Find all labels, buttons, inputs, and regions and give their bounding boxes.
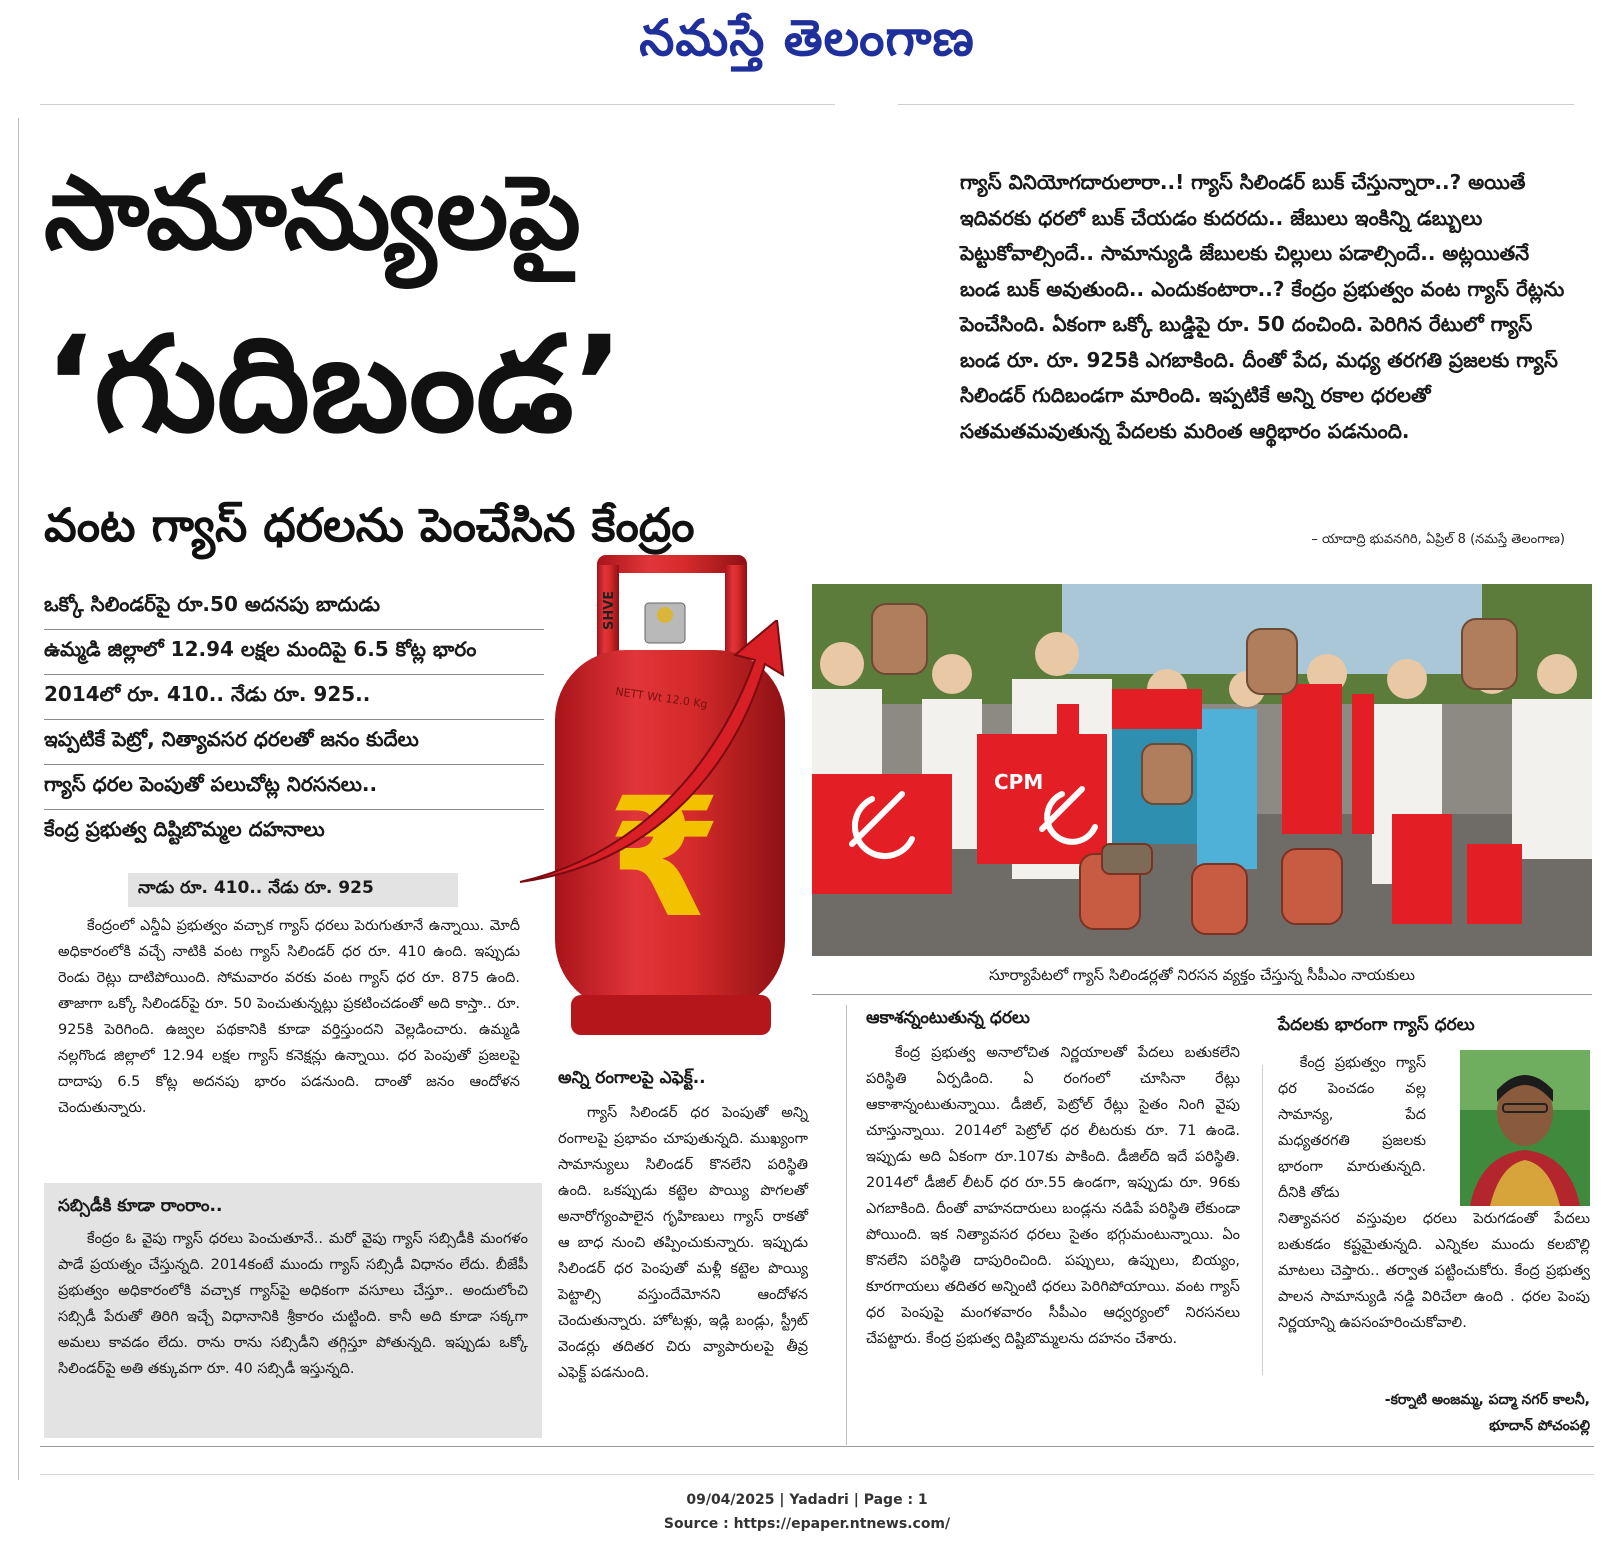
reader-portrait xyxy=(1460,1050,1590,1206)
headline-line2-text: గుదిబండ xyxy=(94,308,574,462)
bullet-item: ఒక్కో సిలిండర్‌పై రూ.50 అదనపు బాదుడు xyxy=(44,585,544,630)
dateline: – యాదాద్రి భువనగిరి, ఏప్రిల్ 8 (నమస్తే తెలంగాణ) xyxy=(1311,532,1565,547)
article-prices-text: కేంద్ర ప్రభుత్వ అనాలోచిత నిర్ణయాలతో పేదలు బతుకలేని పరిస్థితి ఏర్పడింది. ఏ రంగంలో చూసినా రేట్లు ఆకాశాన్నంటుతున్నాయి. డీజిల్, పెట్రోల్ రేట్లు సైతం నింగి వైపు చూస్తున్నాయి. 2014లో పెట్రోల్ ధర లీటరుకు రూ. 71 ఉండె. ఇప్పుడు అది ఏకంగా రూ.107కు పాకింది. డీజిల్‌ది ఇదే పరిస్థితి. 2014లో డీజిల్ లీటర్ ధర రూ.55 ఉండగా, ఇప్పుడు రూ. 96కు ఎగబాకింది. దీంతో వాహనదారులు బండ్లను నడిపే పరిస్థితి లేకుండా పోయింది. ఇక నిత్యావసర ధరలు సైతం భగ్గుమంటున్నాయి. ఏం కొనలేని పరిస్థితి దాపురించింది. పప్పులు, ఉప్పులు, బియ్యం, కూరగాయలు తదితర అన్నింటి ధరలు పెరిగిపోయాయి. వంట గ్యాస్ ధర పెంపుపై మంగళవారం సీపీఎం ఆధ్వర్యంలో నిరసనలు చేపట్టారు. కేంద్ర ప్రభుత్వ దిష్టిబొమ్మలను దహనం చేశారు. xyxy=(866,1045,1240,1347)
article-burden-signature-1: -కర్నాటి అంజమ్మ, పద్మా నగర్ కాలనీ, xyxy=(1384,1392,1590,1408)
intro-paragraph: గ్యాస్ వినియోగదారులారా..! గ్యాస్ సిలిండర్ బుక్ చేస్తున్నారా..? అయితే ఇదివరకు ధరలో బుక్ చేయడం కుదరదు.. జేబులు ఇంకిన్ని డబ్బులు పెట్టుకోవాల్సిందే.. సామాన్యుడి జేబులకు చిల్లులు పడాల్సిందే.. అట్లయితనే బండ బుక్ అవుతుంది.. ఎందుకంటారా..? కేంద్రం ప్రభుత్వం వంట గ్యాస్ రేట్లను పెంచేసింది. ఏకంగా ఒక్కో బుడ్డిపై రూ. 50 దంచింది. పెరిగిన రేటులో గ్యాస్ బండ రూ. రూ. 925కి ఎగబాకింది. దీంతో పేద, మధ్య తరగతి ప్రజలకు గ్యాస్ సిలిండర్ గుదిబండగా మారింది. ఇప్పటికే అన్ని రకాల ధరలతో సతమతమవుతున్న పేదలకు మరింత ఆర్థిభారం పడనుంది. xyxy=(960,170,1565,443)
footer-date-line: 09/04/2025 | Yadadri | Page : 1 xyxy=(686,1492,928,1508)
cylinder-handle-top xyxy=(597,555,747,573)
article-burden-title: పేదలకు భారంగా గ్యాస్ ధరలు xyxy=(1278,1015,1475,1035)
page-margin-rule xyxy=(18,118,19,1480)
rising-arrow-icon xyxy=(515,620,795,900)
bullet-list xyxy=(44,585,544,854)
article-burden-signature-2: భూదాన్ పోచంపల్లి xyxy=(1489,1418,1590,1434)
flag-cpm-text: CPM xyxy=(994,770,1044,794)
headline-subtitle: వంట గ్యాస్ ధరలను పెంచేసిన కేంద్రం xyxy=(44,498,695,552)
bullet-item: 2014లో రూ. 410.. నేడు రూ. 925.. xyxy=(44,675,544,720)
column-rule xyxy=(846,1005,847,1445)
caption-rule xyxy=(812,994,1592,995)
photo-caption: సూర్యాపేటలో గ్యాస్ సిలిండర్లతో నిరసన వ్యక్తం చేస్తున్న సీపీఎం నాయకులు xyxy=(989,966,1415,984)
bullet-item: కేంద్ర ప్రభుత్వ దిష్టిబొమ్మల దహనాలు xyxy=(44,817,325,841)
cylinder-weight-text: NETT Wt 12.0 Kg xyxy=(614,685,709,711)
price-label: నాడు రూ. 410.. నేడు రూ. 925 xyxy=(128,873,458,907)
protest-photo xyxy=(812,584,1592,956)
bullet-item: ఉమ్మడి జిల్లాలో 12.94 లక్షల మందిపై 6.5 కోట్ల భారం xyxy=(44,630,544,675)
article-effect-title: అన్ని రంగాలపై ఎఫెక్ట్.. xyxy=(558,1068,706,1088)
article-burden-text-bottom: నిత్యావసర వస్తువుల ధరలు పెరుగడంతో పేదలు బతుకడం కష్టమైతున్నది. ఎన్నికల ముందు కలబొల్లి మాటలు చెప్తారు.. తర్వాత పట్టించుకోరు. కేంద్ర ప్రభుత్వ పాలన సామాన్యుడి నడ్డి విరిచేలా ఉంది . ధరల పెంపు నిర్ణయాన్ని ఉపసంహరించుకోవాలి. xyxy=(1278,1211,1590,1331)
headline-line2-close-quote: ’ xyxy=(573,308,624,462)
headline-line2 xyxy=(44,308,624,462)
article-prices-title: ఆకాశన్నంటుతున్న ధరలు xyxy=(866,1008,1030,1028)
headline-line1: సామాన్యులపై xyxy=(44,154,581,273)
article-effect-text: గ్యాస్ సిలిండర్ ధర పెంపుతో అన్ని రంగాలపై ప్రభావం చూపుతున్నది. ముఖ్యంగా సామాన్యులు సిలిండర్ కొనలేని పరిస్థితి ఉంది. ఒకప్పుడు కట్టెల పొయ్యి పొగలతో అనారోగ్యంపాలైన గృహిణులు గ్యాస్ రాకతో ఆ బాధ నుంచి తప్పించుకున్నారు. ఇప్పుడు సిలిండర్ ధర పెంపుతో మళ్లీ కట్టెల పొయ్యి పెట్టాల్సి వస్తుందేమోనని ఆందోళన చెందుతున్నారు. హోటళ్లు, ఇడ్లి బండ్లు, స్ట్రీట్ వెండర్లు తదితర చిరు వ్యాపారులపై తీవ్ర ఎఫెక్ట్ పడనుంది. xyxy=(558,1105,808,1381)
cylinder-brand-text: SHVE xyxy=(602,590,617,630)
subsidy-box-text: కేంద్రం ఓ వైపు గ్యాస్ ధరలు పెంచుతూనే.. మరో వైపు గ్యాస్ సబ్సిడీకి మంగళం పాడే ప్రయత్నం చేస్తున్నది. 2014కంటే ముందు గ్యాస్ సబ్సిడీ విధానం లేదు. బీజేపీ ప్రభుత్వం అధికారంలోకి వచ్చాక గ్యాస్‌పై అధికంగా వసూలు చేస్తూ.. అందులోంచి సబ్సిడీ పేరుతో తిరిగి ఇచ్చే విధానానికి శ్రీకారం చుట్టింది. కానీ అది కూడా సక్కగా అమలు కావడం లేదు. రాను రాను సబ్సిడీని తగ్గిస్తూ పోతున్నది. ఇప్పుడు ఒక్కో సిలిండర్‌పై అతి తక్కువగా రూ. 40 సబ్సిడీ ఇస్తున్నది. xyxy=(58,1231,528,1377)
article-burden-text-top: కేంద్ర ప్రభుత్వం గ్యాస్ ధర పెంచడం వల్ల సామాన్య, పేద మధ్యతరగతి ప్రజలకు భారంగా మారుతున్నది. దీనికి తోడు xyxy=(1278,1055,1426,1201)
page-cut-rule xyxy=(40,1474,1594,1475)
subsidy-box-title: సబ్సిడీకి కూడా రాంరాం.. xyxy=(58,1196,223,1216)
bullet-item: ఇప్పటికే పెట్రో, నిత్యావసర ధరలతో జనం కుదేలు xyxy=(44,720,544,765)
headline-line2-open-quote: ‘ xyxy=(44,308,95,462)
masthead: నమస్తే తెలంగాణ xyxy=(639,8,975,67)
footer-source-line: Source : https://epaper.ntnews.com/ xyxy=(663,1516,951,1532)
masthead-rule-right xyxy=(898,104,1574,105)
masthead-rule-left xyxy=(40,104,835,105)
article-main-text: కేంద్రంలో ఎన్డీఏ ప్రభుత్వం వచ్చాక గ్యాస్ ధరలు పెరుగుతూనే ఉన్నాయి. మోదీ అధికారంలోకి వచ్చే నాటికి వంట గ్యాస్ సిలిండర్ ధర రూ. 410 ఉంది. ఇప్పుడు రెండు రెట్లు దాటిపోయింది. సోమవారం వరకు వంట గ్యాస్ ధర రూ. 875 ఉంది. తాజాగా ఒక్కో సిలిండర్‌పై రూ. 50 పెంచుతున్నట్లు ప్రకటించడంతో అది కాస్తా.. రూ. 925కి పెరిగింది. ఉజ్వల పథకానికి కూడా వర్తిస్తుందని వెల్లడించారు. ఉమ్మడి నల్లగొండ జిల్లాలో 12.94 లక్షల గ్యాస్ కనెక్షన్లు ఉన్నాయి. ధర పెంపుతో ప్రజలపై దాదాపు 6.5 కోట్ల అదనపు భారం పడనుంది. దాంతో జనం ఆందోళన చెందుతున్నారు. xyxy=(58,918,520,1116)
rupee-symbol: ₹ xyxy=(607,762,722,954)
page-bottom-rule xyxy=(40,1446,1594,1447)
cylinder-base-ring xyxy=(571,995,771,1035)
bullet-item: గ్యాస్ ధరల పెంపుతో పలుచోట్ల నిరసనలు.. xyxy=(44,765,544,810)
column-rule-dotted xyxy=(1262,1065,1263,1375)
